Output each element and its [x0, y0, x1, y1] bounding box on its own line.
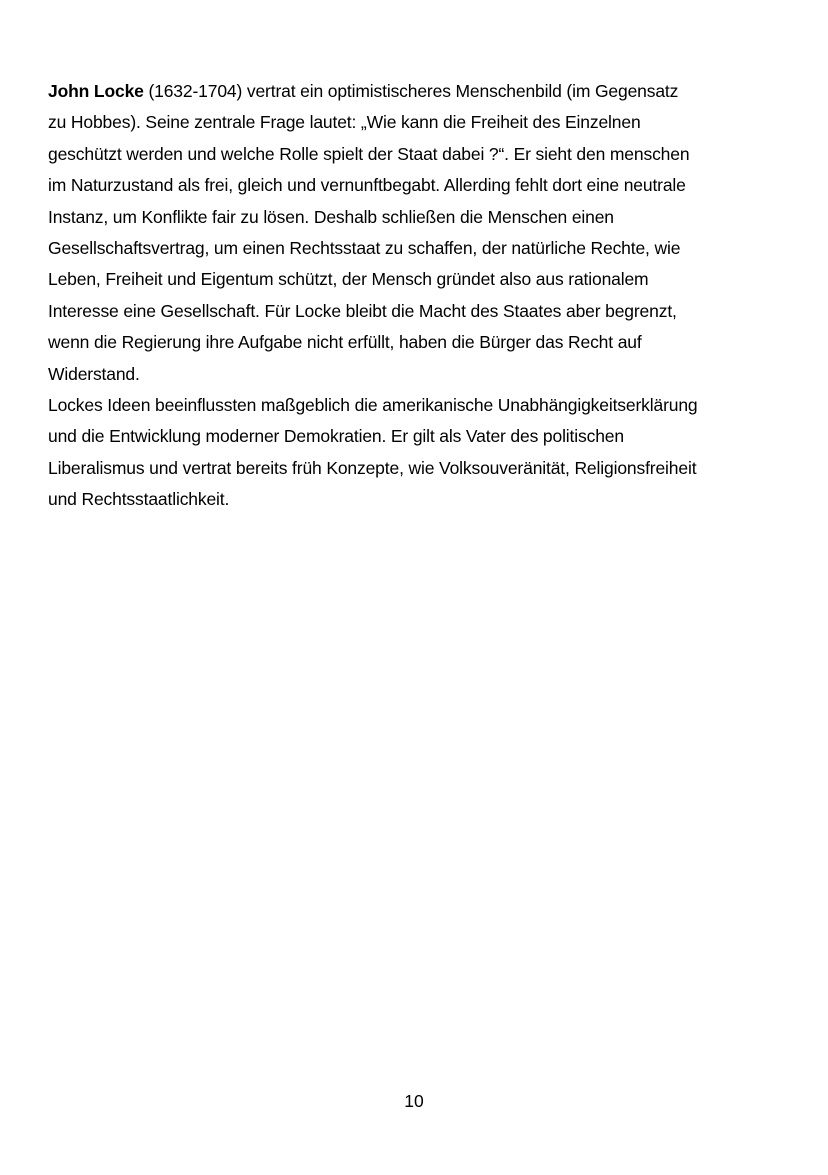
text-line: Instanz, um Konflikte fair zu lösen. Deshalb schließen die Menschen einen	[48, 206, 614, 227]
text-line: Liberalismus und vertrat bereits früh Konzepte, wie Volksouveränität, Religionsfreiheit	[48, 457, 697, 478]
body-text	[48, 76, 788, 515]
text-line: Widerstand.	[48, 363, 140, 384]
heading-name: John Locke	[48, 81, 144, 101]
text-line: wenn die Regierung ihre Aufgabe nicht erfüllt, haben die Bürger das Recht auf	[48, 332, 642, 353]
text-line: geschützt werden und welche Rolle spielt der Staat dabei ?“. Er sieht den menschen	[48, 143, 690, 164]
text-line	[48, 76, 788, 107]
page-number: 10	[404, 1091, 424, 1111]
text-line: im Naturzustand als frei, gleich und vernunftbegabt. Allerding fehlt dort eine neutrale	[48, 175, 686, 196]
text-line: und Rechtsstaatlichkeit.	[48, 489, 230, 510]
text-line: Leben, Freiheit und Eigentum schützt, der Mensch gründet also aus rationalem	[48, 269, 649, 290]
text-line: zu Hobbes). Seine zentrale Frage lautet: „Wie kann die Freiheit des Einzelnen	[48, 112, 641, 133]
text-line: und die Entwicklung moderner Demokratien. Er gilt als Vater des politischen	[48, 426, 624, 447]
text-line: Lockes Ideen beeinflussten maßgeblich die amerikanische Unabhängigkeitserklärung	[48, 394, 698, 415]
text-line-content: (1632-1704) vertrat ein optimistischeres Menschenbild (im Gegensatz	[143, 81, 679, 101]
text-line: Gesellschaftsvertrag, um einen Rechtsstaat zu schaffen, der natürliche Rechte, wie	[48, 237, 681, 258]
text-line: Interesse eine Gesellschaft. Für Locke bleibt die Macht des Staates aber begrenzt,	[48, 300, 677, 321]
